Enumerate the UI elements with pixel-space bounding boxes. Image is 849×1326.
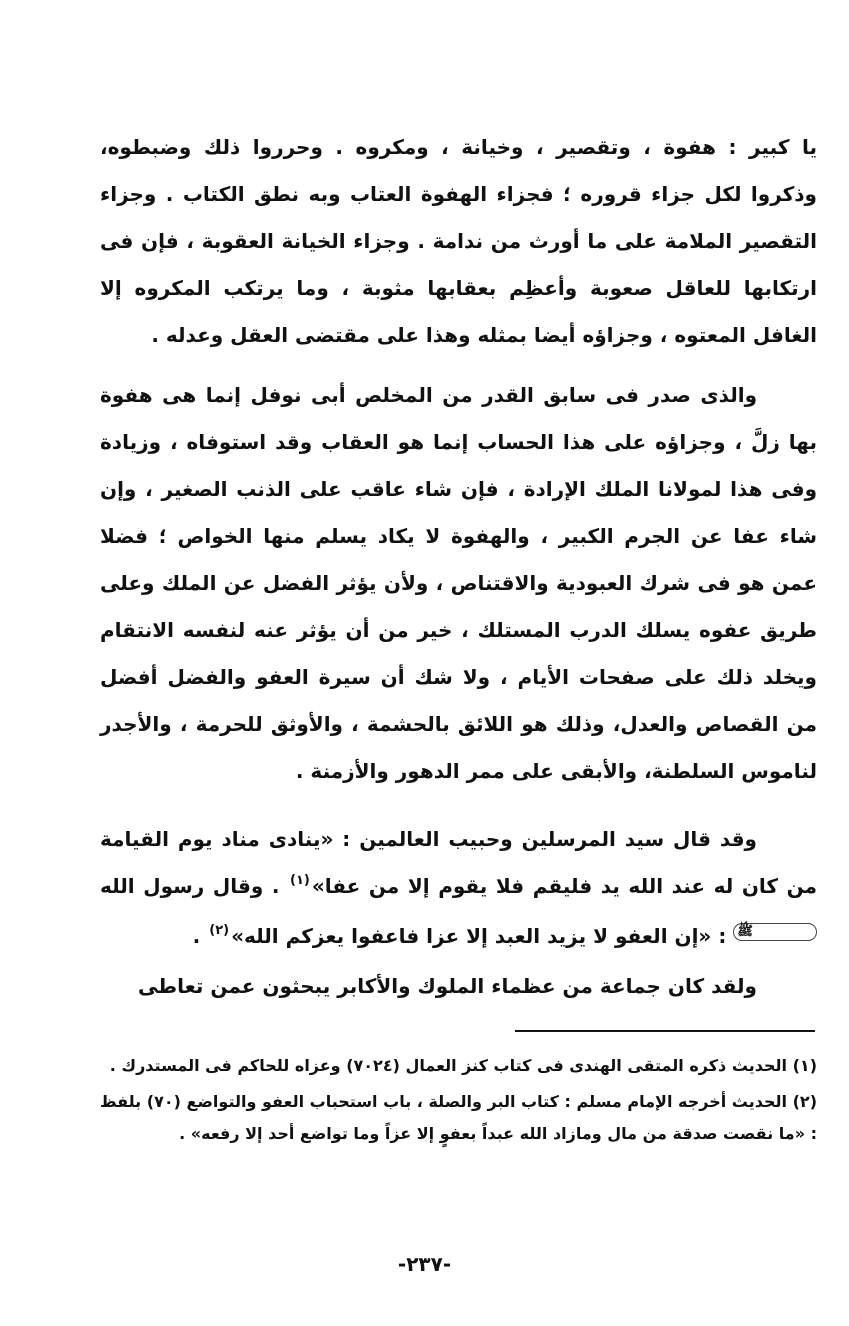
paragraph-1: يا كبير : هفوة ، وتقصير ، وخيانة ، ومكروه . وحرروا ذلك وضبطوه، وذكروا لكل جزاء قروره ؛ فجزاء الهفوة العتاب وبه نطق الكتاب . وجزاء التقصير الملامة على ما أورث من ندامة . وجزاء الخيانة العقوبة ، فإن فى ارتكابها للعاقل صعوبة وأعظِم بعقابها مثوبة ، وما يرتكب المكروه إلا الغافل المعتوه ، وجزاؤه أيضا بمثله وهذا على مقتضى العقل وعدله .: [100, 135, 817, 347]
paragraph-3-text-d: .: [192, 924, 208, 948]
paragraph-4: ولقد كان جماعة من عظماء الملوك والأكابر يبحثون عمن تعاطى: [138, 974, 757, 998]
footnote-reference-1: (١): [290, 873, 310, 888]
footnote-divider: [515, 1030, 815, 1032]
salawat-honorific-icon: ﷺ: [733, 923, 817, 941]
footnotes-section: [100, 1050, 817, 1154]
footnote-2-line-b: (٧٠) بلفظ : «ما نقصت صدقة من مال ومازاد الله عبداً بعفوٍ إلا عزاً وما تواضع أحد إلا رفعه» .: [100, 1092, 817, 1143]
footnote-1: (١) الحديث ذكره المتقى الهندى فى كتاب كنز العمال (٧٠٢٤) وعزاه للحاكم فى المستدرك .: [109, 1056, 817, 1075]
footnote-2-line-a: (٢) الحديث أخرجه الإمام مسلم : كتاب البر والصلة ، باب استحباب العفو والتواضع: [186, 1092, 817, 1111]
paragraph-3-text-c: : «إن العفو لا يزيد العبد إلا عزا فاعفوا يعزكم الله»: [231, 924, 734, 948]
paragraph-3-text-a: وقد قال سيد المرسلين وحبيب العالمين : «ينادى مناد يوم القيامة من كان له عند الله يد فليقم فلا يقوم إلا من عفا»: [100, 827, 817, 898]
paragraph-3: [100, 816, 817, 963]
footnote-2: [100, 1086, 817, 1150]
page-number: -٢٣٧-: [397, 1252, 452, 1276]
paragraph-2: والذى صدر فى سابق القدر من المخلص أبى نوفل إنما هى هفوة بها زلَّ ، وجزاؤه على هذا الحساب إنما هو العقاب وقد استوفاه ، وزيادة وفى هذا لمولانا الملك الإرادة ، فإن شاء عاقب على الذنب الصغير ، وإن شاء عفا عن الجرم الكبير ، والهفوة لا يكاد يسلم منها الخواص ؛ فضلا عمن هو فى شرك العبودية والاقتناص ، ولأن يؤثر الفضل عن الملك وعلى طريق عفوه يسلك الدرب المستلك ، خير من أن يؤثر عنه لنفسه الانتقام ويخلد ذلك على صفحات الأيام ، ولا شك أن سيرة العفو والفضل أفضل من القصاص والعدل، وذلك هو اللائق بالحشمة ، والأوثق للحرمة ، والأجدر لناموس السلطنة، والأبقى على ممر الدهور والأزمنة .: [100, 383, 817, 783]
footnote-reference-2: (٢): [209, 923, 230, 938]
paragraph-3-text-b: . وقال رسول الله: [100, 874, 289, 898]
